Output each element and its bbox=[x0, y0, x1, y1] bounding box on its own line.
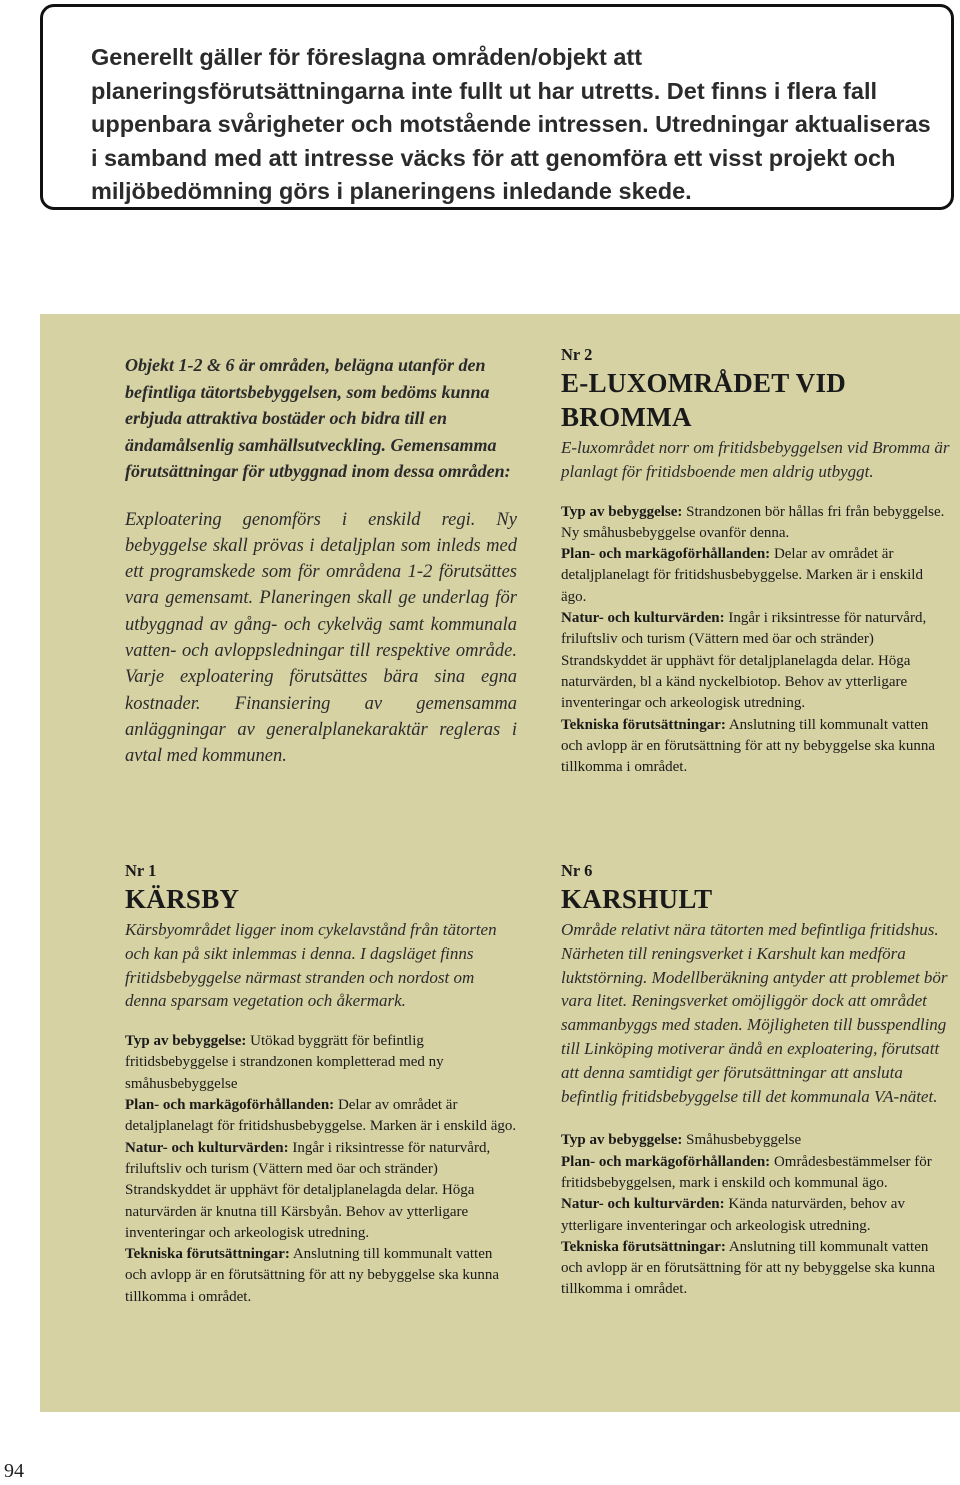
fact-technical: Tekniska förutsättningar: Anslutning till kommunalt vatten och avlopp är en förutsättning för att ny bebyggelse ska kunna tillkomma i området. bbox=[561, 1238, 936, 1298]
general-lead: Objekt 1-2 & 6 är områden, belägna utanför den befintliga tätortsbebyggelsen, som bedöms kunna erbjuda attraktiva bostäder och bidra till en ändamålsenlig samhällsutveckling. Gemensamma förutsättningar för utbyggnad inom dessa områden: bbox=[125, 355, 511, 481]
fact-land-ownership: Plan- och markägoförhållanden: Områdesbestämmelser för fritidsbebyggelsen, mark i enskild och kommunal ägo. bbox=[561, 1153, 932, 1191]
area-title: E-LUXOMRÅDET VID BROMMA bbox=[561, 368, 847, 432]
fact-technical: Tekniska förutsättningar: Anslutning till kommunalt vatten och avlopp är en förutsättning för att ny bebyggelse ska kunna tillkomma i området. bbox=[561, 716, 936, 776]
area-description: Område relativt nära tätorten med befintliga fritidshus. Närheten till reningsverket i Karshult kan medföra luktstörning. Modellberäkning antyder att problemet bör vara litet. Reningsverket omöjliggör dock att området sammanbyggs med staden. Möjligheten till busspendling till Linköping motiverar ändå en exploatering, förutsatt att denna samtidigt ger förutsättningar att ansluta befintlig fritidsbebyggelse till det kommunala VA-nätet. bbox=[561, 920, 948, 1106]
fact-nature-culture: Natur- och kulturvärden: Kända naturvärden, behov av ytterligare inventeringar och arkeologisk utredning. bbox=[561, 1196, 905, 1234]
content-panel bbox=[40, 314, 960, 1412]
area-nr6 bbox=[561, 860, 952, 1301]
fact-building-type: Typ av bebyggelse: Strandzonen bör hållas fri från bebyggelse. Ny småhusbebyggelse ovanför denna. bbox=[561, 503, 945, 541]
intro-box bbox=[40, 4, 954, 210]
fact-building-type: Typ av bebyggelse: Utökad byggrätt för befintlig fritidsbebyggelse i strandzonen kompletterad med ny småhusbebyggelse bbox=[125, 1033, 444, 1092]
intro-text: Generellt gäller för föreslagna områden/objekt att planeringsförutsättningarna inte fullt ut har utretts. Det finns i flera fall uppenbara svårigheter och motstående intressen. Utredningar aktualiseras i samband med att intresse väcks för att genomföra ett visst projekt och miljöbedömning görs i planeringens inledande skede. bbox=[91, 44, 931, 204]
area-facts bbox=[561, 502, 952, 779]
area-nr1 bbox=[125, 860, 517, 1308]
fact-land-ownership: Plan- och markägoförhållanden: Delar av området är detaljplanelagt för fritidshusbebyggelse. Marken är i enskild ägo. bbox=[125, 1097, 517, 1135]
fact-nature-culture: Natur- och kulturvärden: Ingår i riksintresse för naturvård, friluftsliv och turism (Vättern med öar och stränder) Strandskyddet är upphävt för detaljplanelagda delar. Höga naturvärden är knutna till Kärsbyån. Behov av ytterligare inventeringar och arkeologisk utredning. bbox=[125, 1139, 491, 1241]
area-number: Nr 2 bbox=[561, 345, 593, 364]
general-conditions bbox=[125, 352, 517, 769]
area-facts bbox=[125, 1031, 517, 1308]
area-title: KARSHULT bbox=[561, 884, 713, 914]
area-title: KÄRSBY bbox=[125, 884, 240, 914]
fact-technical: Tekniska förutsättningar: Anslutning till kommunalt vatten och avlopp är en förutsättning för att ny bebyggelse ska kunna tillkomma i området. bbox=[125, 1246, 500, 1305]
area-description: E-luxområdet norr om fritidsbebyggelsen vid Bromma är planlagt för fritidsboende men aldrig utbyggt. bbox=[561, 438, 950, 481]
general-body: Exploatering genomförs i enskild regi. Ny bebyggelse skall prövas i detaljplan som inleds med ett programskede som för områdena 1-2 förutsättes vara gemensamt. Planeringen skall ge underlag för utbyggnad av gång- och cykelväg samt kommunala vatten- och avloppsledningar till respektive område. Varje exploatering förutsättes bära sina egna kostnader. Finansiering av gemensamma anläggningar av generalplanekaraktär regleras i avtal med kommunen. bbox=[125, 509, 517, 767]
page-number: 94 bbox=[4, 1460, 24, 1482]
area-nr2 bbox=[561, 344, 952, 778]
area-description: Kärsbyområdet ligger inom cykelavstånd från tätorten och kan på sikt inlemmas i denna. I dagsläget finns fritidsbebyggelse närmast stranden och nordost om denna sparsam vegetation och åkermark. bbox=[125, 920, 497, 1011]
fact-building-type: Typ av bebyggelse: Småhusbebyggelse bbox=[561, 1132, 802, 1149]
fact-land-ownership: Plan- och markägoförhållanden: Delar av området är detaljplanelagt för fritidshusbebyggelse. Marken är i enskild ägo. bbox=[561, 546, 923, 605]
area-number: Nr 1 bbox=[125, 861, 157, 880]
area-number: Nr 6 bbox=[561, 861, 593, 880]
area-facts bbox=[561, 1130, 952, 1300]
fact-nature-culture: Natur- och kulturvärden: Ingår i riksintresse för naturvård, friluftsliv och turism (Vättern med öar och stränder) Strandskyddet är upphävt för detaljplanelagda delar. Höga naturvärden, bl a känd nyckelbiotop. Behov av ytterligare inventeringar och arkeologisk utredning. bbox=[561, 610, 927, 712]
